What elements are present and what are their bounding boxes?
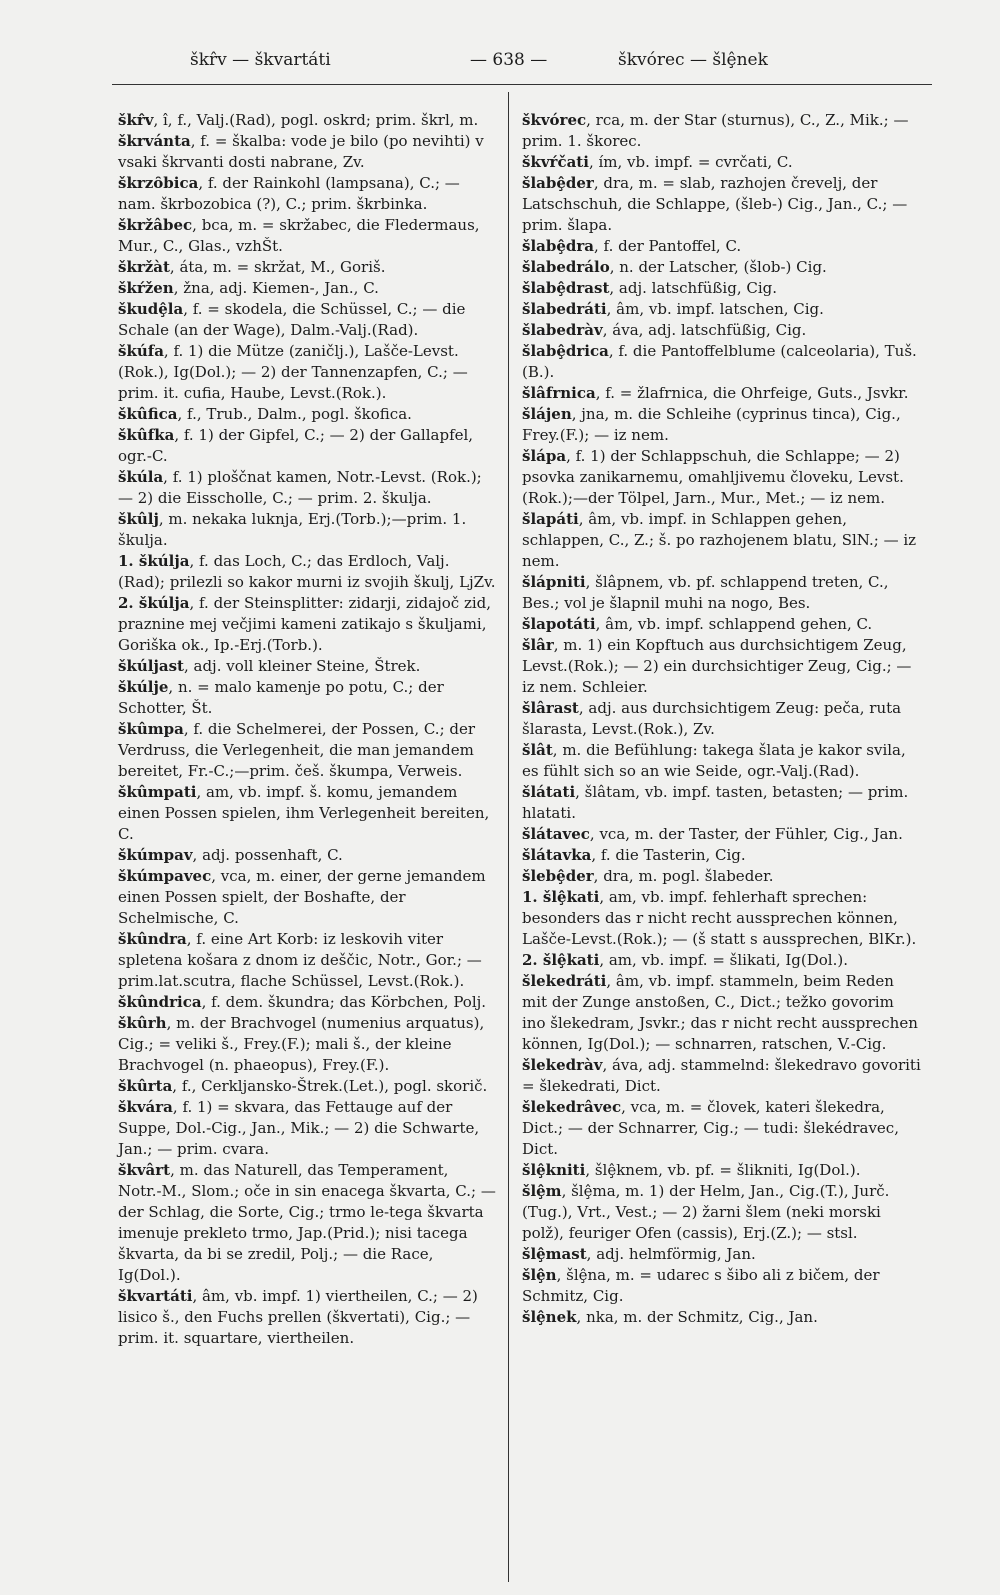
dictionary-entry [118, 341, 496, 404]
entry-definition: , vca, m. einer, der gerne jemandem einen Possen spielt, der Boshafte, der Schelmische, C. [118, 867, 486, 927]
entry-definition: , žna, adj. Kiemen-, Jan., C. [173, 279, 379, 297]
entry-definition: , šlȩ̂ma, m. 1) der Helm, Jan., Cig.(T.), Jurč.(Tug.), Vrt., Vest.; — 2) žarni šlem (neki morski polž), feuriger Ofen (cassis), Erj.(Z.); — stsl. [522, 1182, 890, 1242]
entry-definition: , šlâpnem, vb. pf. schlappend treten, C., Bes.; vol je šlapnil muhi na nogo, Bes. [522, 573, 889, 612]
entry-headword: škûfica [118, 405, 178, 423]
dictionary-entry [118, 215, 496, 257]
entry-definition: , áva, adj. latschfüßig, Cig. [602, 321, 807, 339]
left-column [118, 110, 496, 1349]
page-header [0, 50, 1000, 80]
dictionary-entry [522, 1181, 922, 1244]
entry-headword: šlabedràv [522, 321, 603, 339]
dictionary-entry [522, 887, 922, 950]
dictionary-entry [118, 278, 496, 299]
dictionary-entry [118, 1160, 496, 1286]
dictionary-entry [118, 593, 496, 656]
dictionary-entry [522, 257, 922, 278]
entry-definition: , adj. possenhaft, C. [192, 846, 343, 864]
dictionary-entry [522, 1244, 922, 1265]
entry-headword: 2. škúlja [118, 594, 190, 612]
entry-headword: škudȩ̂la [118, 300, 184, 318]
entry-headword: šlabȩ̂drast [522, 279, 610, 297]
entry-headword: šlâfrnica [522, 384, 596, 402]
entry-definition: , f. der Rainkohl (lampsana), C.; — nam. škrbozobica (?), C.; prim. škrbinka. [118, 174, 460, 213]
dictionary-entry [118, 257, 496, 278]
entry-definition: , šlȩ̂knem, vb. pf. = šlikniti, Ig(Dol.). [585, 1161, 861, 1179]
entry-definition: , adj. voll kleiner Steine, Štrek. [183, 657, 421, 675]
entry-headword: šlápa [522, 447, 567, 465]
entry-headword: škûlj [118, 510, 159, 528]
entry-headword: šlebȩ̂der [522, 867, 594, 885]
entry-definition: , vca, m. der Taster, der Fühler, Cig., Jan. [589, 825, 903, 843]
entry-definition: , n. der Latscher, (šlob-) Cig. [609, 258, 827, 276]
column-divider [508, 92, 509, 1582]
dictionary-entry [118, 1286, 496, 1349]
entry-definition: , f. eine Art Korb: iz leskovih viter spletena košara z dnom iz deščic, Notr., Gor.; —prim.lat.scutra, flache Schüssel, Levst.(Rok.). [118, 930, 482, 990]
entry-definition: , am, vb. impf. š. komu, jemandem einen Possen spielen, ihm Verlegenheit bereiten, C. [118, 783, 490, 843]
entry-definition: , âm, vb. impf. in Schlappen gehen, schlappen, C., Z.; š. po razhojenem blatu, SlN.; — iz nem. [522, 510, 917, 570]
entry-definition: , dra, m. pogl. šlabeder. [593, 867, 774, 885]
entry-definition: , f. = škalba: vode je bilo (po nevihti) v vsaki škrvanti dosti nabrane, Zv. [118, 132, 484, 171]
entry-headword: šlátavka [522, 846, 592, 864]
entry-headword: škvartáti [118, 1287, 193, 1305]
dictionary-entry [522, 446, 922, 509]
dictionary-entry [118, 1076, 496, 1097]
entry-headword: šlekedrâvec [522, 1098, 622, 1116]
entry-definition: , f. die Tasterin, Cig. [591, 846, 746, 864]
entry-headword: šlekedràv [522, 1056, 603, 1074]
entry-headword: škr̂v [118, 111, 154, 129]
entry-headword: šlapáti [522, 510, 579, 528]
dictionary-entry [118, 131, 496, 173]
entry-definition: , f. dem. škundra; das Körbchen, Polj. [201, 993, 487, 1011]
header-rule [112, 84, 932, 85]
entry-definition: , f. = skodela, die Schüssel, C.; — die Schale (an der Wage), Dalm.-Valj.(Rad). [118, 300, 466, 339]
entry-headword: škrvánta [118, 132, 191, 150]
dictionary-entry [522, 110, 922, 152]
entry-headword: škrzȏbica [118, 174, 199, 192]
entry-headword: šlabȩ̂drica [522, 342, 609, 360]
entry-definition: , âm, vb. impf. 1) viertheilen, C.; — 2) lisico š., den Fuchs prellen (škvertati), Cig.; — prim. it. squartare, viertheilen. [118, 1287, 478, 1347]
entry-definition: , m. 1) ein Kopftuch aus durchsichtigem Zeug, Levst.(Rok.); — 2) ein durchsichtiger Zeug, Cig.; — iz nem. Schleier. [522, 636, 912, 696]
entry-definition: , f., Trub., Dalm., pogl. škofica. [177, 405, 412, 423]
dictionary-entry [522, 950, 922, 971]
entry-definition: , šlȩ̂na, m. = udarec s šibo ali z bičem, der Schmitz, Cig. [522, 1266, 880, 1305]
entry-definition: , m. der Brachvogel (numenius arquatus), Cig.; = veliki š., Frey.(F.); mali š., der kleine Brachvogel (n. phaeopus), Frey.(F.). [118, 1014, 485, 1074]
dictionary-entry [522, 509, 922, 572]
dictionary-entry [522, 404, 922, 446]
entry-headword: škúljast [118, 657, 184, 675]
entry-headword: 2. šlȩ̂kati [522, 951, 600, 969]
entry-definition: , f. das Loch, C.; das Erdloch, Valj. (Rad); prilezli so kakor murni iz svojih škulj, LjZv. [118, 552, 496, 591]
entry-definition: , f. 1) der Gipfel, C.; — 2) der Gallapfel, ogr.-C. [118, 426, 474, 465]
dictionary-entry [118, 677, 496, 719]
dictionary-entry [118, 425, 496, 467]
dictionary-entry [522, 635, 922, 698]
entry-definition: , m. die Befühlung: takega šlata je kakor svila, es fühlt sich so an wie Seide, ogr.-Valj.(Rad). [522, 741, 906, 780]
entry-definition: , âm, vb. impf. schlappend gehen, C. [595, 615, 873, 633]
entry-headword: šlȩ̂mast [522, 1245, 587, 1263]
entry-definition: , f. die Schelmerei, der Possen, C.; der Verdruss, die Verlegenheit, die man jemandem bereitet, Fr.-C.;—prim. češ. škumpa, Verweis. [118, 720, 476, 780]
dictionary-entry [118, 509, 496, 551]
dictionary-entry [522, 299, 922, 320]
entry-headword: šlȩ̂m [522, 1182, 562, 1200]
page-number: — 638 — [470, 50, 548, 70]
entry-definition: , m. das Naturell, das Temperament, Notr.-M., Slom.; oče in sin enacega škvarta, C.; — der Schlag, die Sorte, Cig.; trmo le-tega škvarta imenuje prekleto trmo, Jap.(Prid.); nisi tacega škvarta, da bi se zredil, Polj.; — die Race, Ig(Dol.). [118, 1161, 496, 1284]
entry-headword: šlâr [522, 636, 554, 654]
entry-definition: , am, vb. impf. = šlikati, Ig(Dol.). [599, 951, 848, 969]
entry-definition: , am, vb. impf. fehlerhaft sprechen: besonders das r nicht recht aussprechen können, Lašče-Levst.(Rok.); — (š statt s aussprechen, BlKr.). [522, 888, 917, 948]
entry-headword: škŕžen [118, 279, 174, 297]
entry-headword: škvórec [522, 111, 587, 129]
dictionary-entry [118, 719, 496, 782]
dictionary-entry [118, 404, 496, 425]
dictionary-entry [118, 782, 496, 845]
entry-definition: , adj. helmförmig, Jan. [586, 1245, 756, 1263]
dictionary-entry [118, 299, 496, 341]
entry-headword: šlabedrálo [522, 258, 610, 276]
dictionary-entry [522, 845, 922, 866]
entry-definition: , áta, m. = skržat, M., Goriš. [169, 258, 386, 276]
entry-definition: , rca, m. der Star (sturnus), C., Z., Mik.; — prim. 1. škorec. [522, 111, 909, 150]
entry-definition: , f. der Pantoffel, C. [594, 237, 742, 255]
entry-definition: , šlâtam, vb. impf. tasten, betasten; — prim. hlatati. [522, 783, 909, 822]
entry-headword: škûmpati [118, 783, 197, 801]
dictionary-entry [522, 782, 922, 824]
entry-definition: , f. = žlafrnica, die Ohrfeige, Guts., Jsvkr. [595, 384, 909, 402]
dictionary-entry [522, 278, 922, 299]
entry-headword: škržâbec [118, 216, 193, 234]
entry-headword: škûndrica [118, 993, 202, 1011]
entry-definition: , adj. latschfüßig, Cig. [609, 279, 777, 297]
entry-definition: , f. der Steinsplitter: zidarji, zidajoč zid, praznine mej večjimi kameni zatikajo s škuljami, Goriška ok., Ip.-Erj.(Torb.). [118, 594, 492, 654]
entry-definition: , âm, vb. impf. stammeln, beim Reden mit der Zunge anstoßen, C., Dict.; težko govorim ino šlekedram, Jsvkr.; das r nicht recht aussprechen können, Ig(Dol.); — schnarren, ratschen, V.-Cig. [522, 972, 918, 1053]
entry-headword: škûrh [118, 1014, 167, 1032]
entry-headword: šlȩ̂kniti [522, 1161, 586, 1179]
entry-headword: škúfa [118, 342, 164, 360]
dictionary-entry [522, 173, 922, 236]
entry-headword: škûndra [118, 930, 187, 948]
entry-headword: šlȩ̂n [522, 1266, 557, 1284]
dictionary-entry [118, 866, 496, 929]
entry-headword: škúlje [118, 678, 169, 696]
dictionary-entry [522, 1055, 922, 1097]
dictionary-entry [118, 173, 496, 215]
dictionary-entry [522, 320, 922, 341]
entry-definition: , adj. aus durchsichtigem Zeug: peča, ruta šlarasta, Levst.(Rok.), Zv. [522, 699, 902, 738]
entry-definition: , f. 1) = skvara, das Fettauge auf der Suppe, Dol.-Cig., Jan., Mik.; — 2) die Schwarte, Jan.; — prim. cvara. [118, 1098, 480, 1158]
entry-headword: škvârt [118, 1161, 171, 1179]
entry-definition: , f. 1) die Mütze (zaničlj.), Lašče-Levst. (Rok.), Ig(Dol.); — 2) der Tannenzapfen, C.; — prim. it. cufia, Haube, Levst.(Rok.). [118, 342, 468, 402]
dictionary-entry [118, 656, 496, 677]
entry-headword: šlabedráti [522, 300, 607, 318]
entry-headword: 1. šlȩ̂kati [522, 888, 600, 906]
dictionary-entry [522, 383, 922, 404]
entry-headword: šlapotáti [522, 615, 596, 633]
dictionary-entry [522, 572, 922, 614]
entry-headword: škûfka [118, 426, 175, 444]
entry-definition: , áva, adj. stammelnd: šlekedravo govoriti = šlekedrati, Dict. [522, 1056, 921, 1095]
dictionary-entry [522, 614, 922, 635]
entry-definition: , âm, vb. impf. latschen, Cig. [606, 300, 824, 318]
entry-headword: škúmpav [118, 846, 193, 864]
entry-headword: škvára [118, 1098, 173, 1116]
entry-headword: šlájen [522, 405, 572, 423]
entry-definition: , jna, m. die Schleihe (cyprinus tinca), Cig., Frey.(F.); — iz nem. [522, 405, 901, 444]
header-left-range: škr̂v — škvartáti [190, 50, 331, 70]
dictionary-entry [118, 551, 496, 593]
entry-definition: , f., Cerkljansko-Štrek.(Let.), pogl. skorič. [172, 1077, 488, 1095]
dictionary-entry [522, 698, 922, 740]
dictionary-entry [522, 971, 922, 1055]
entry-definition: , m. nekaka luknja, Erj.(Torb.);—prim. 1. škulja. [118, 510, 467, 549]
entry-headword: šlekedráti [522, 972, 607, 990]
dictionary-entry [522, 824, 922, 845]
entry-headword: šlabȩ̂der [522, 174, 594, 192]
entry-headword: šlabȩ̂dra [522, 237, 595, 255]
dictionary-entry [118, 992, 496, 1013]
entry-definition: , f. 1) der Schlappschuh, die Schlappe; — 2) psovka zanikarnemu, omahljivemu človeku, Levst.(Rok.);—der Tölpel, Jarn., Mur., Met.; — iz nem. [522, 447, 904, 507]
entry-headword: škûmpa [118, 720, 184, 738]
entry-headword: šlátati [522, 783, 576, 801]
entry-headword: šlât [522, 741, 553, 759]
entry-headword: škvŕčati [522, 153, 589, 171]
entry-headword: škúla [118, 468, 164, 486]
entry-headword: šlápniti [522, 573, 586, 591]
dictionary-entry [522, 152, 922, 173]
right-column [522, 110, 922, 1328]
dictionary-entry [522, 866, 922, 887]
dictionary-entry [118, 929, 496, 992]
dictionary-entry [118, 1013, 496, 1076]
dictionary-entry [522, 236, 922, 257]
dictionary-entry [522, 1265, 922, 1307]
entry-headword: 1. škúlja [118, 552, 190, 570]
entry-definition: , f. 1) ploščnat kamen, Notr.-Levst. (Rok.); — 2) die Eisscholle, C.; — prim. 2. škulja. [118, 468, 482, 507]
dictionary-entry [522, 740, 922, 782]
entry-headword: škúmpavec [118, 867, 212, 885]
entry-definition: , dra, m. = slab, razhojen črevelj, der Latschschuh, die Schlappe, (šleb-) Cig., Jan., C.; — prim. šlapa. [522, 174, 908, 234]
entry-headword: škržàt [118, 258, 170, 276]
dictionary-entry [118, 110, 496, 131]
entry-definition: , n. = malo kamenje po potu, C.; der Schotter, Št. [118, 678, 444, 717]
entry-headword: šlârast [522, 699, 579, 717]
dictionary-entry [522, 1097, 922, 1160]
entry-definition: , bca, m. = skržabec, die Fledermaus, Mur., C., Glas., vzhŠt. [118, 216, 480, 255]
entry-headword: šlátavec [522, 825, 590, 843]
dictionary-entry [522, 1160, 922, 1181]
header-right-range: škvórec — šlȩ̂nek [618, 50, 768, 70]
entry-definition: , ím, vb. impf. = cvrčati, C. [588, 153, 793, 171]
entry-definition: , f. die Pantoffelblume (calceolaria), Tuš.(B.). [522, 342, 917, 381]
dictionary-entry [522, 341, 922, 383]
dictionary-entry [522, 1307, 922, 1328]
entry-definition: , vca, m. = človek, kateri šlekedra, Dict.; — der Schnarrer, Cig.; — tudi: šlekédravec, Dict. [522, 1098, 899, 1158]
dictionary-entry [118, 1097, 496, 1160]
dictionary-entry [118, 467, 496, 509]
entry-definition: , nka, m. der Schmitz, Cig., Jan. [576, 1308, 818, 1326]
entry-headword: škûrta [118, 1077, 173, 1095]
entry-definition: , î, f., Valj.(Rad), pogl. oskrd; prim. škrl, m. [153, 111, 479, 129]
entry-headword: šlȩ̂nek [522, 1308, 577, 1326]
dictionary-entry [118, 845, 496, 866]
